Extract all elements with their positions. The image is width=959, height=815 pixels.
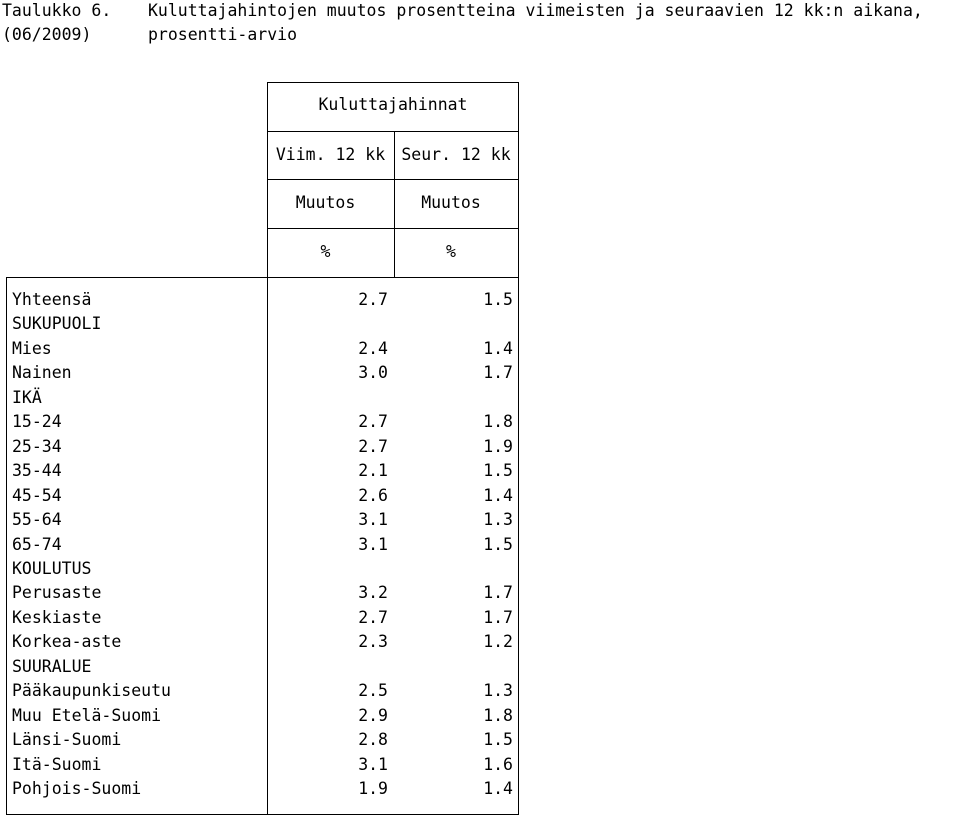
cell-next-12kk: 1.4	[483, 779, 513, 798]
cell-next-12kk: 1.7	[483, 363, 513, 382]
cell-prev-12kk: 3.1	[358, 535, 388, 554]
cell-next-12kk: 1.5	[483, 461, 513, 480]
top-rule	[267, 82, 519, 83]
cell-prev-12kk: 2.8	[358, 730, 388, 749]
header-col1-period: Viim. 12 kk	[275, 145, 386, 164]
cell-prev-12kk: 2.7	[358, 608, 388, 627]
cell-prev-12kk: 2.4	[358, 339, 388, 358]
row-label: IKÄ	[12, 388, 42, 407]
cell-next-12kk: 1.6	[483, 755, 513, 774]
cell-prev-12kk: 2.7	[358, 290, 388, 309]
cell-next-12kk: 1.3	[483, 681, 513, 700]
cell-next-12kk: 1.3	[483, 510, 513, 529]
row-label: Länsi-Suomi	[12, 730, 122, 749]
cell-prev-12kk: 3.1	[358, 755, 388, 774]
table-label: Taulukko 6.	[2, 1, 112, 20]
cell-prev-12kk: 2.6	[358, 486, 388, 505]
header-col2-period: Seur. 12 kk	[401, 145, 511, 164]
cell-prev-12kk: 3.2	[358, 583, 388, 602]
cell-next-12kk: 1.8	[483, 706, 513, 725]
row-label: Itä-Suomi	[12, 755, 102, 774]
row-label: 35-44	[12, 461, 62, 480]
row-label: 65-74	[12, 535, 62, 554]
table-date: (06/2009)	[2, 25, 92, 44]
left-border	[6, 277, 7, 815]
row-label: 15-24	[12, 412, 62, 431]
row-label: Mies	[12, 339, 52, 358]
cell-prev-12kk: 3.1	[358, 510, 388, 529]
table-title-line2: prosentti-arvio	[148, 25, 298, 44]
row-label: 45-54	[12, 486, 62, 505]
row-label: Korkea-aste	[12, 632, 122, 651]
row-label: Perusaste	[12, 583, 102, 602]
header-group: Kuluttajahinnat	[318, 95, 468, 114]
cell-next-12kk: 1.9	[483, 437, 513, 456]
table-title-line1: Kuluttajahintojen muutos prosentteina viimeisten ja seuraavien 12 kk:n aikana,	[148, 1, 923, 20]
cell-prev-12kk: 2.5	[358, 681, 388, 700]
cell-next-12kk: 1.7	[483, 583, 513, 602]
cell-next-12kk: 1.5	[483, 535, 513, 554]
row-label: 25-34	[12, 437, 62, 456]
header-bottom-rule	[6, 277, 519, 278]
cell-prev-12kk: 2.7	[358, 412, 388, 431]
measure-rule	[267, 228, 519, 229]
row-label: Muu Etelä-Suomi	[12, 706, 162, 725]
cell-next-12kk: 1.7	[483, 608, 513, 627]
row-label: KOULUTUS	[12, 559, 92, 578]
row-label: Keskiaste	[12, 608, 102, 627]
row-label: SUURALUE	[12, 657, 92, 676]
row-label: SUKUPUOLI	[12, 314, 102, 333]
cell-next-12kk: 1.5	[483, 290, 513, 309]
cell-prev-12kk: 2.9	[358, 706, 388, 725]
row-label: Pääkaupunkiseutu	[12, 681, 171, 700]
header-col1-measure: Muutos	[295, 193, 356, 212]
header-col2-measure: Muutos	[421, 193, 481, 212]
cell-next-12kk: 1.4	[483, 339, 513, 358]
header-col1-unit: %	[320, 242, 331, 261]
cell-next-12kk: 1.5	[483, 730, 513, 749]
row-label: Yhteensä	[12, 290, 92, 309]
cell-prev-12kk: 3.0	[358, 363, 388, 382]
group-rule	[267, 131, 519, 132]
cell-prev-12kk: 2.7	[358, 437, 388, 456]
row-label: Pohjois-Suomi	[12, 779, 142, 798]
period-rule	[267, 179, 519, 180]
cell-next-12kk: 1.2	[483, 632, 513, 651]
row-label: 55-64	[12, 510, 62, 529]
cell-prev-12kk: 2.3	[358, 632, 388, 651]
row-label: Nainen	[12, 363, 72, 382]
cell-prev-12kk: 2.1	[358, 461, 388, 480]
header-col2-unit: %	[446, 242, 456, 261]
right-border	[518, 82, 519, 815]
cell-next-12kk: 1.8	[483, 412, 513, 431]
cell-prev-12kk: 1.9	[358, 779, 388, 798]
cell-next-12kk: 1.4	[483, 486, 513, 505]
stub-border	[267, 82, 268, 815]
